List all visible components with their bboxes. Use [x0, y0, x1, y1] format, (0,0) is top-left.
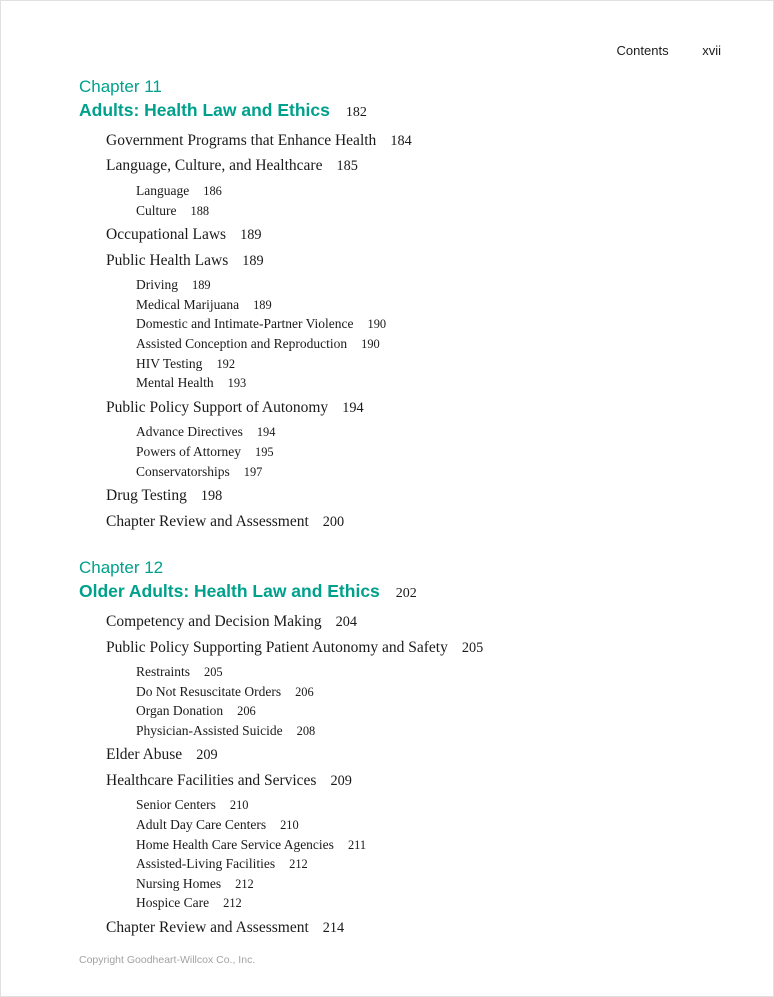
- toc-entry: [106, 918, 721, 938]
- toc-content: [79, 77, 721, 943]
- toc-entry-title: Language, Culture, and Healthcare: [106, 157, 323, 175]
- chapter-title: Older Adults: Health Law and Ethics: [79, 581, 380, 602]
- toc-entry-title: HIV Testing: [136, 355, 203, 371]
- toc-entry: [106, 251, 721, 271]
- toc-entry-page-number: 206: [295, 684, 314, 699]
- toc-entry-page-number: 209: [330, 772, 352, 789]
- toc-entry-title: Domestic and Intimate-Partner Violence: [136, 316, 354, 332]
- toc-entry-title: Drug Testing: [106, 487, 187, 505]
- toc-entry-page-number: 189: [253, 297, 272, 312]
- toc-entry-title: Assisted Conception and Reproduction: [136, 335, 348, 351]
- chapter-page-number: 182: [345, 105, 367, 120]
- toc-entry-page-number: 195: [255, 444, 274, 459]
- toc-entry-title: Do Not Resuscitate Orders: [136, 683, 282, 699]
- running-head-page-number: xvii: [702, 43, 721, 58]
- toc-entry-title: Physician-Assisted Suicide: [136, 722, 283, 738]
- toc-entry-page-number: 211: [347, 837, 367, 852]
- toc-entry-page-number: 212: [289, 857, 308, 872]
- toc-entry: [136, 462, 721, 482]
- toc-entry: [136, 795, 721, 815]
- toc-entry-title: Government Programs that Enhance Health: [106, 132, 377, 149]
- toc-entry: [106, 225, 721, 245]
- toc-entry: [136, 854, 721, 874]
- toc-entry-page-number: 209: [196, 747, 218, 764]
- toc-entry-page-number: 204: [335, 614, 358, 631]
- toc-entry-title: Elder Abuse: [106, 746, 183, 764]
- toc-entry: [136, 835, 721, 855]
- chapter-title: Adults: Health Law and Ethics: [79, 100, 330, 120]
- toc-entry: [106, 398, 721, 418]
- toc-entry: [136, 373, 721, 393]
- toc-entry-page-number: 189: [242, 252, 264, 269]
- toc-entry-title: Healthcare Facilities and Services: [106, 771, 317, 789]
- toc-entry-title: Restraints: [136, 663, 190, 679]
- toc-entry: [136, 181, 721, 201]
- toc-entry: [106, 612, 721, 632]
- toc-entry-title: Public Policy Supporting Patient Autonomy and Safety: [106, 638, 448, 656]
- toc-entry-page-number: 194: [256, 425, 276, 440]
- chapter-number: Chapter 11: [79, 77, 162, 96]
- toc-entry: [136, 442, 721, 462]
- toc-entry: [136, 422, 721, 442]
- toc-entry-page-number: 189: [192, 278, 211, 293]
- toc-entry-title: Powers of Attorney: [136, 443, 241, 459]
- toc-entry-page-number: 200: [322, 513, 345, 530]
- chapter-title-line: [79, 100, 721, 121]
- chapter-block: [79, 558, 721, 939]
- toc-entry: [106, 512, 721, 532]
- toc-entry: [136, 701, 721, 721]
- toc-entry: [106, 745, 721, 765]
- toc-entry-page-number: 197: [243, 464, 263, 479]
- toc-entry-title: Adult Day Care Centers: [136, 816, 267, 832]
- toc-entry-page-number: 214: [322, 920, 345, 937]
- toc-entry-page-number: 206: [237, 704, 256, 719]
- toc-entry-page-number: 205: [204, 664, 223, 679]
- chapter-block: [79, 77, 721, 532]
- toc-entry-title: Medical Marijuana: [136, 296, 240, 312]
- toc-entry-page-number: 190: [361, 336, 380, 351]
- toc-entry: [136, 295, 721, 315]
- toc-entry: [136, 334, 721, 354]
- toc-entry-title: Home Health Care Service Agencies: [136, 836, 334, 852]
- copyright-footer: Copyright Goodheart-Willcox Co., Inc.: [79, 954, 256, 966]
- toc-entry-title: Advance Directives: [136, 424, 243, 440]
- toc-entry: [136, 815, 721, 835]
- toc-entry-title: Public Health Laws: [106, 251, 229, 269]
- toc-entry-title: Nursing Homes: [136, 875, 222, 891]
- toc-entry-page-number: 186: [203, 183, 222, 198]
- toc-entry: [136, 682, 721, 702]
- toc-entry: [106, 638, 721, 658]
- toc-entry-page-number: 210: [280, 817, 299, 832]
- toc-entry-title: Occupational Laws: [106, 226, 227, 244]
- toc-entry-title: Senior Centers: [136, 797, 216, 813]
- toc-entry-title: Competency and Decision Making: [106, 613, 322, 631]
- toc-entry-page-number: 198: [200, 488, 223, 505]
- toc-entry: [136, 314, 721, 334]
- toc-entry-title: Public Policy Support of Autonomy: [106, 398, 329, 416]
- toc-entry-page-number: 212: [235, 876, 254, 891]
- toc-entry-title: Conservatorships: [136, 463, 230, 479]
- toc-entry-title: Language: [136, 182, 190, 198]
- toc-entry-title: Organ Donation: [136, 703, 224, 719]
- toc-entry: [136, 275, 721, 295]
- toc-entry: [136, 874, 721, 894]
- toc-entry: [106, 156, 721, 176]
- toc-entry: [136, 662, 721, 682]
- toc-entry-page-number: 212: [223, 896, 242, 911]
- toc-entry: [136, 201, 721, 221]
- chapter-number: Chapter 12: [79, 558, 164, 578]
- toc-entry-title: Culture: [136, 202, 177, 218]
- toc-entry-title: Hospice Care: [136, 895, 210, 911]
- toc-entry-page-number: 185: [336, 158, 358, 175]
- running-head-label: Contents: [616, 43, 669, 58]
- toc-entry-page-number: 194: [342, 399, 364, 416]
- toc-entry: [106, 486, 721, 506]
- toc-entry-title: Chapter Review and Assessment: [106, 919, 309, 937]
- toc-entry-title: Chapter Review and Assessment: [106, 512, 309, 530]
- toc-entry-page-number: 210: [229, 798, 249, 813]
- toc-entry: [136, 721, 721, 741]
- toc-entry-page-number: 192: [216, 356, 236, 371]
- toc-entry: [136, 893, 721, 913]
- toc-entry: [136, 354, 721, 374]
- toc-entry: [106, 131, 721, 151]
- toc-entry-title: Assisted-Living Facilities: [136, 856, 276, 872]
- running-head: [617, 43, 721, 58]
- chapter-title-line: [79, 581, 721, 602]
- toc-entry-page-number: 189: [240, 227, 262, 244]
- toc-entry-title: Driving: [136, 277, 178, 293]
- toc-entry-page-number: 188: [190, 203, 210, 218]
- toc-entry-page-number: 208: [296, 723, 316, 738]
- chapter-page-number: 202: [395, 586, 417, 602]
- toc-entry-page-number: 190: [367, 317, 387, 332]
- toc-entry: [106, 771, 721, 791]
- toc-entry-page-number: 184: [390, 133, 412, 149]
- toc-entry-title: Mental Health: [136, 375, 214, 391]
- toc-entry-page-number: 205: [461, 639, 484, 656]
- toc-entry-page-number: 193: [227, 376, 247, 391]
